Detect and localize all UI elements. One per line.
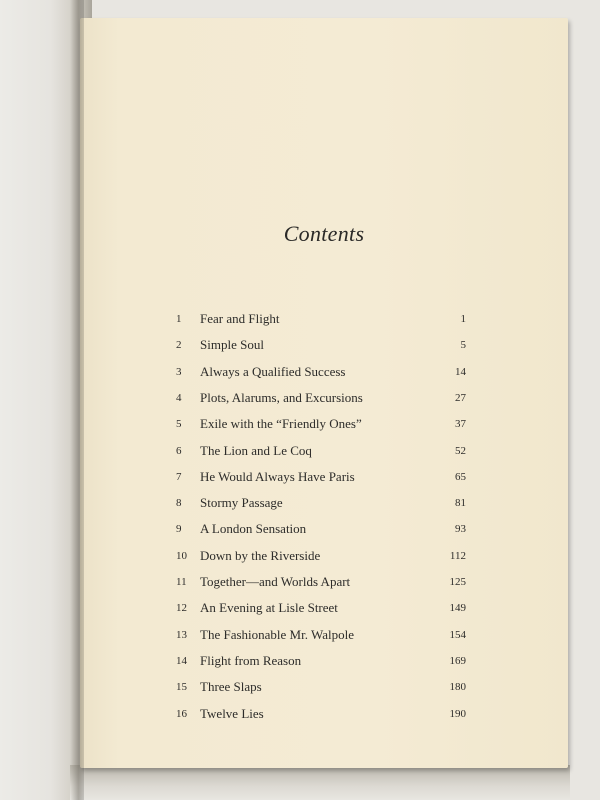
toc-entry (80, 465, 568, 489)
page-number: 14 (455, 365, 466, 378)
chapter-number: 12 (176, 602, 187, 615)
page-number: 37 (455, 418, 466, 431)
chapter-number: 14 (176, 654, 187, 667)
chapter-number: 15 (176, 681, 187, 694)
page-number: 169 (449, 654, 466, 667)
page-number: 93 (455, 523, 466, 536)
toc-entry (80, 386, 568, 410)
chapter-title: Always a Qualified Success (200, 363, 346, 379)
page-number: 65 (455, 470, 466, 483)
toc-entry (80, 333, 568, 357)
toc-entry (80, 702, 568, 726)
toc-entry (80, 491, 568, 515)
chapter-number: 9 (176, 523, 182, 536)
chapter-number: 4 (176, 391, 182, 404)
chapter-number: 13 (176, 628, 187, 641)
page-number: 81 (455, 497, 466, 510)
toc-entry (80, 570, 568, 594)
chapter-title: Stormy Passage (200, 495, 283, 511)
page-shadow (70, 765, 570, 800)
chapter-number: 5 (176, 418, 182, 431)
book-gutter (70, 0, 84, 800)
page-number: 112 (449, 549, 466, 562)
page-number: 1 (460, 313, 466, 325)
chapter-title: Exile with the “Friendly Ones” (200, 416, 362, 432)
page-number: 190 (449, 707, 466, 720)
chapter-title: An Evening at Lisle Street (200, 600, 338, 616)
toc-entry (80, 675, 568, 699)
toc-entry (80, 360, 568, 384)
chapter-title: Plots, Alarums, and Excursions (200, 389, 363, 405)
chapter-title: Twelve Lies (200, 705, 264, 721)
chapter-title: Down by the Riverside (200, 547, 321, 563)
page-title: Contents (283, 221, 365, 246)
chapter-title: Fear and Flight (200, 311, 280, 326)
toc-entry (80, 623, 568, 647)
chapter-number: 10 (176, 549, 187, 562)
toc-entry (80, 517, 568, 541)
page-number: 52 (455, 444, 466, 457)
page-number: 149 (449, 602, 466, 615)
toc-entry (80, 544, 568, 568)
toc-entry (80, 596, 568, 620)
chapter-title: Flight from Reason (200, 652, 302, 668)
page-number: 154 (449, 628, 466, 641)
toc-entry (80, 649, 568, 673)
chapter-title: Simple Soul (200, 337, 264, 353)
chapter-title: Three Slaps (200, 679, 262, 695)
chapter-number: 6 (176, 444, 182, 457)
chapter-title: The Fashionable Mr. Walpole (200, 626, 354, 642)
page-number: 27 (455, 391, 466, 404)
chapter-number: 2 (176, 339, 182, 352)
chapter-number: 11 (176, 576, 187, 588)
chapter-number: 8 (176, 497, 182, 510)
chapter-title: The Lion and Le Coq (200, 442, 312, 458)
toc-entry (80, 412, 568, 436)
page-number: 5 (460, 339, 466, 352)
chapter-number: 7 (176, 470, 182, 483)
chapter-title: A London Sensation (200, 521, 307, 537)
page-number: 180 (449, 681, 466, 694)
chapter-number: 16 (176, 707, 187, 720)
chapter-number: 1 (176, 313, 182, 325)
contents-page (80, 18, 568, 768)
page-number: 125 (449, 576, 466, 588)
chapter-number: 3 (176, 365, 182, 378)
toc-entry (80, 439, 568, 463)
chapter-title: He Would Always Have Paris (200, 468, 355, 484)
chapter-title: Together—and Worlds Apart (200, 574, 351, 589)
toc-entry (80, 307, 568, 331)
